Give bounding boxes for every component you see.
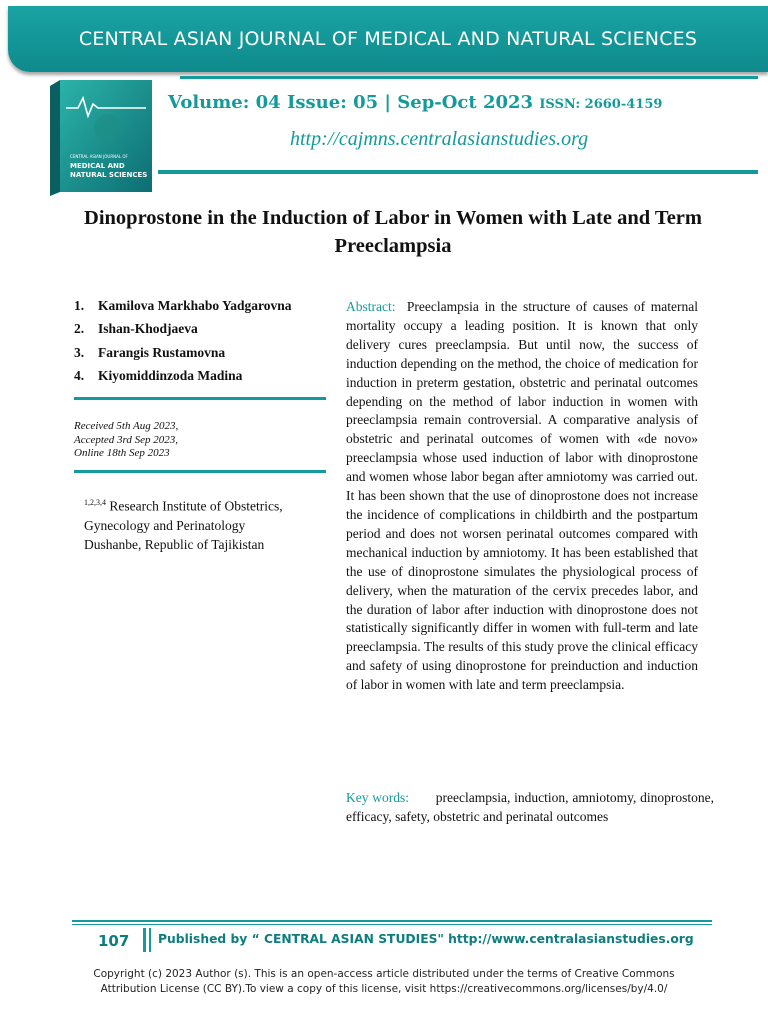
header-rule-top bbox=[180, 76, 758, 79]
copyright-notice: Copyright (c) 2023 Author (s). This is an open-access article distributed under the terms of Creative Commons Attribution License (CC BY).To view a copy of this license, visit https://creativecommons.org/licenses/by/4.0/ bbox=[93, 968, 675, 995]
online-date: Online 18th Sep 2023 bbox=[74, 447, 170, 459]
accepted-date: Accepted 3rd Sep 2023, bbox=[74, 433, 179, 446]
svg-text:CENTRAL ASIAN JOURNAL OF: CENTRAL ASIAN JOURNAL OF bbox=[70, 154, 128, 159]
published-by[interactable]: Published by “ CENTRAL ASIAN STUDIES" http://www.centralasianstudies.org bbox=[158, 932, 694, 946]
keywords bbox=[346, 789, 714, 827]
volume-issue: Volume: 04 Issue: 05 | Sep-Oct 2023 bbox=[168, 92, 534, 113]
journal-banner bbox=[8, 6, 768, 72]
volume-issue-line bbox=[168, 92, 662, 113]
abstract bbox=[346, 298, 698, 695]
journal-name: CENTRAL ASIAN JOURNAL OF MEDICAL AND NATURAL SCIENCES bbox=[78, 28, 698, 50]
author-item: 4. Kiyomiddinzoda Madina bbox=[74, 367, 243, 383]
issn: ISSN: 2660-4159 bbox=[539, 97, 663, 112]
author-item: 1. Kamilova Markhabo Yadgarovna bbox=[74, 298, 292, 313]
header-rule-bottom bbox=[158, 170, 758, 174]
footer-divider bbox=[149, 928, 151, 952]
page-number: 107 bbox=[98, 932, 130, 950]
keywords-text: preeclampsia, induction, amniotomy, dinoprostone, efficacy, safety, obstetric and perinatal outcomes bbox=[346, 790, 714, 824]
footer-rule-top bbox=[72, 920, 712, 922]
received-date: Received 5th Aug 2023, bbox=[74, 420, 179, 432]
author-item: 3. Farangis Rustamovna bbox=[74, 344, 226, 360]
svg-text:NATURAL SCIENCES: NATURAL SCIENCES bbox=[70, 171, 148, 179]
affiliation-superscript: 1,2,3,4 bbox=[84, 498, 106, 507]
journal-cover-image bbox=[48, 80, 154, 196]
author-list bbox=[74, 298, 292, 391]
left-column-rule bbox=[74, 470, 326, 473]
author-item: 2. Ishan-Khodjaeva bbox=[74, 321, 198, 337]
left-column-rule bbox=[74, 397, 326, 400]
journal-url-link[interactable]: http://cajmns.centralasianstudies.org bbox=[290, 128, 589, 150]
abstract-label: Abstract: bbox=[346, 299, 396, 314]
article-title: Dinoprostone in the Induction of Labor in Women with Late and Term Preeclampsia bbox=[84, 207, 702, 257]
footer-divider bbox=[143, 928, 146, 952]
abstract-text: Preeclampsia in the structure of causes of maternal mortality occupy a leading position. It is known that only delivery cures preeclampsia. But until now, the success of induction depending on the method, the choice of medication for induction in preterm gestation, obstetric and perinatal outcomes depending on the method of labor induction in women with preeclampsia remain controversial. A comparative analysis of obstetric and perinatal outcomes of women with «de novo» preeclampsia whose used induction of labor with dinoprostone and women whose labor began after amniotomy was carried out. It has been shown that the use of dinoprostone does not increase the incidence of complications in childbirth and the postpartum period and does not worsen perinatal outcomes compared with mechanical induction by amniotomy. It has been established that the use of dinoprostone simulates the physiological process of delivery, when the maturation of the cervix precedes labor, and the duration of labor after induction with dinoprostone does not statistically significantly differ in women with full-term and late preeclampsia. The results of this study prove the clinical efficacy and safety of using dinoprostone for preinduction and induction of labor in women with late and term preeclampsia. bbox=[346, 299, 698, 693]
affiliation: $^{1,2,3,4}$ Research Institute of Obstetrics, Gynecology and Perinatology Dushanbe, Republic of Tajikistan bbox=[84, 498, 283, 552]
svg-text:MEDICAL AND: MEDICAL AND bbox=[70, 162, 125, 170]
keywords-label: Key words: bbox=[346, 790, 410, 805]
footer-rule-top-2 bbox=[72, 924, 712, 925]
article-dates bbox=[74, 420, 178, 461]
